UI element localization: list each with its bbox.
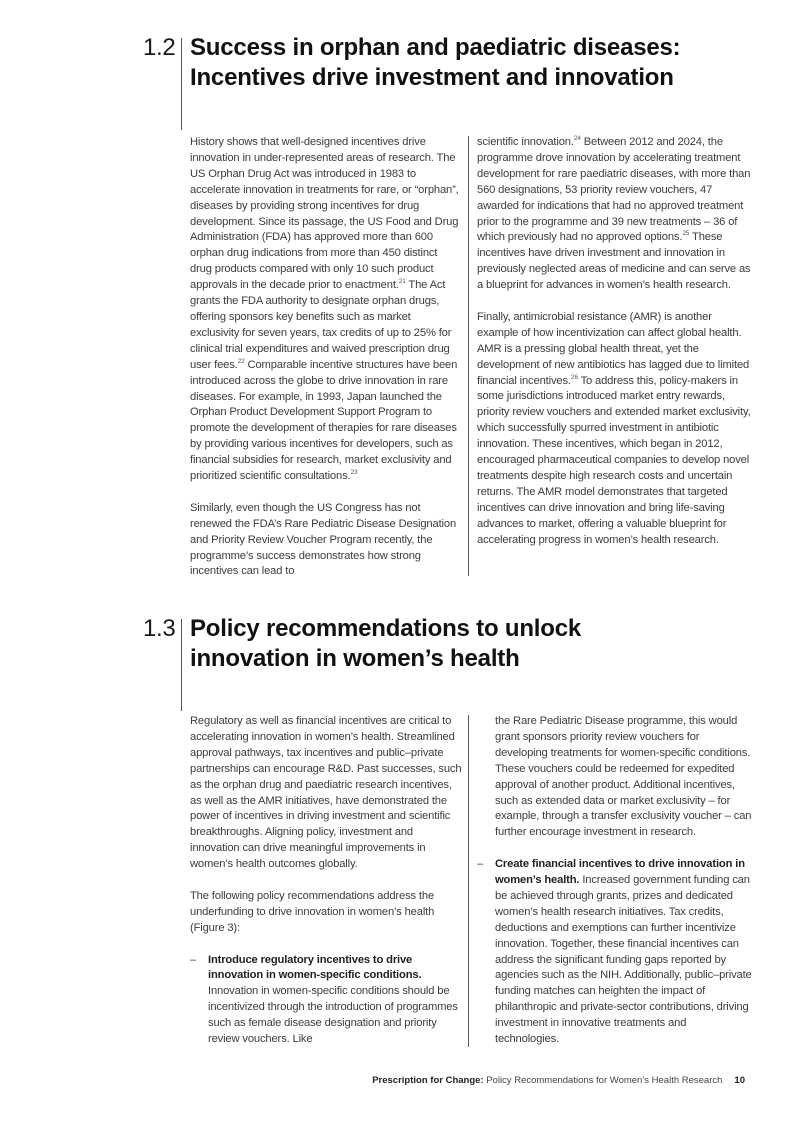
section-number: 1.2 bbox=[143, 34, 176, 61]
section-title-line: Success in orphan and paediatric diseases: bbox=[190, 34, 681, 61]
bullet-text: Innovation in women-specific conditions should be incentivized through the introduction of programmes such as female disease designation and priority review vouchers. Like bbox=[208, 985, 458, 1046]
column-divider bbox=[468, 136, 469, 576]
section-1-3-right-column bbox=[477, 714, 752, 1048]
footnote-ref[interactable]: 22 bbox=[237, 357, 245, 365]
paragraph: The following policy recommendations address the underfunding to drive innovation in women’s health (Figure 3): bbox=[190, 889, 435, 934]
section-title bbox=[190, 614, 581, 674]
paragraph bbox=[477, 135, 752, 294]
section-title bbox=[190, 33, 680, 93]
text: scientific innovation. bbox=[477, 136, 574, 148]
footnote-ref[interactable]: 21 bbox=[398, 278, 406, 286]
footer-title-bold: Prescription for Change: bbox=[372, 1075, 484, 1086]
paragraph: Regulatory as well as financial incentives are critical to accelerating innovation in women’s health. Streamlined approval pathways, tax incentives and public–private partnerships can encourage R&D. Past successes, such as the orphan drug and paediatric research incentives, as well as the AMR initiatives, have demonstrated the power of incentives in driving investment and scientific breakthroughs. Aligning policy, investment and innovation can drive meaningful improvements in women’s health outcomes globally. bbox=[190, 715, 462, 871]
bullet-item bbox=[477, 857, 752, 1048]
footnote-ref[interactable]: 23 bbox=[350, 469, 358, 477]
text: Comparable incentive structures have been introduced across the globe to drive innovation in rare diseases. For example, in 1993, Japan launched the Orphan Product Development Support Program to promote the development of therapies for rare diseases by providing various incentives for developers, such as financial subsidies for research, market exclusivity and prioritized scientific consultations. bbox=[190, 358, 458, 483]
section-divider bbox=[181, 38, 182, 130]
text: The Act grants the FDA authority to designate orphan drugs, offering sponsors key benefits such as market exclusivity for seven years, tax credits of up to 25% for clinical trial expenditures and waived prescription drug user fees. bbox=[190, 279, 452, 371]
section-divider bbox=[181, 619, 182, 711]
text: To address this, policy-makers in some jurisdictions introduced market entry rewards, priority review vouchers and extended market exclusivity, which successfully spurred investment in antibiotic innovation. These incentives, which began in 2012, encouraged pharmaceutical companies to develop novel treatments despite high research costs and uncertain returns. The AMR model demonstrates that targeted incentives can drive innovation and bring life-saving advances to market, offering a valuable blueprint for accelerating progress in women’s health research. bbox=[477, 374, 751, 546]
section-title-line: Policy recommendations to unlock bbox=[190, 615, 582, 642]
bullet-text: Increased government funding can be achieved through grants, prizes and dedicated women’s health research initiatives. Tax credits, deductions and exemptions can further incentivize innovation. Together, these financial incentives can address the significant funding gaps reported by agencies such as the NIH. Additionally, public–private funding matches can heighten the impact of philanthropic and private-sector contributions, driving investment in innovative treatments and technologies. bbox=[495, 874, 752, 1046]
section-1-2-right-column bbox=[477, 135, 752, 549]
paragraph: Similarly, even though the US Congress has not renewed the FDA’s Rare Pediatric Disease Designation and Priority Review Voucher Program recently, the programme’s success demonstrates how strong incentives can lead to bbox=[190, 501, 457, 578]
text: These incentives have driven investment and innovation in previously neglected areas of medicine and can serve as a blueprint for advances in women’s health research. bbox=[477, 231, 751, 292]
footnote-ref[interactable]: 26 bbox=[570, 373, 578, 381]
section-1-2-left-column bbox=[190, 135, 462, 580]
text: History shows that well-designed incentives drive innovation in under-represented areas of research. The US Orphan Drug Act was introduced in 1983 to accelerate innovation in treatments for rare, or “orphan”, diseases by providing strong incentives for drug development. Since its passage, the US Food and Drug Administration (FDA) has approved more than 600 orphan drug indications from more than 450 distinct drug products compared with only 10 such product approvals in the decade prior to enactment. bbox=[190, 136, 459, 292]
section-title-line: Incentives drive investment and innovation bbox=[190, 64, 674, 91]
page-footer bbox=[372, 1075, 745, 1086]
page-number: 10 bbox=[734, 1075, 745, 1086]
text: Finally, antimicrobial resistance (AMR) is another example of how incentivization can affect global health. AMR is a pressing global health threat, yet the development of new antibiotics has lagged due to limited financial incentives. bbox=[477, 310, 750, 387]
paragraph bbox=[477, 310, 752, 549]
section-1-3-left-column bbox=[190, 714, 462, 1048]
text: Between 2012 and 2024, the programme drove innovation by accelerating treatment development for rare paediatric diseases, with more than 560 designations, 53 priority review vouchers, 47 awarded for indications that had no approved treatment prior to the programme and 39 new treatments – 36 of which previously had no approved options. bbox=[477, 136, 751, 244]
column-divider bbox=[468, 715, 469, 1047]
paragraph bbox=[190, 135, 462, 485]
dash-bullet-icon: – bbox=[477, 858, 484, 871]
bullet-heading: Create financial incentives to drive innovation in women’s health. bbox=[495, 858, 745, 887]
footer-title: Policy Recommendations for Women’s Health Research bbox=[483, 1075, 723, 1086]
section-number: 1.3 bbox=[143, 615, 176, 642]
footnote-ref[interactable]: 24 bbox=[573, 135, 581, 142]
bullet-heading: Introduce regulatory incentives to drive innovation in women-specific conditions. bbox=[208, 953, 422, 982]
dash-bullet-icon: – bbox=[190, 953, 197, 966]
section-title-line: innovation in women’s health bbox=[190, 645, 520, 672]
footnote-ref[interactable]: 25 bbox=[682, 230, 690, 238]
bullet-continuation: the Rare Pediatric Disease programme, this would grant sponsors priority review vouchers for developing treatments for women-specific conditions. These vouchers could be redeemed for expedited approval of another product. Additional incentives, such as extended data or market exclusivity – for example, through a transfer exclusivity voucher – can further encourage investment in research. bbox=[495, 715, 752, 839]
bullet-item bbox=[190, 953, 462, 1048]
